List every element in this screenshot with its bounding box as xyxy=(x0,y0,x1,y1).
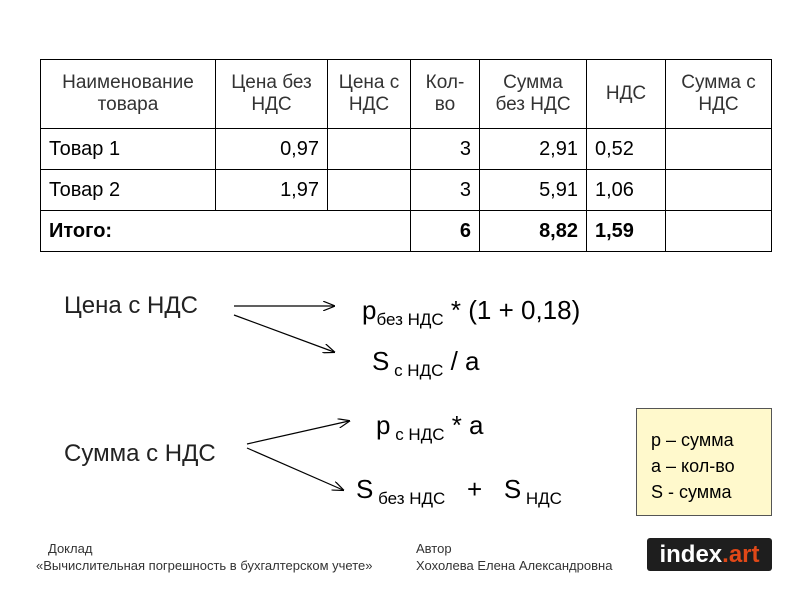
formula-sub: без НДС xyxy=(376,310,444,329)
cell-vat: 0,52 xyxy=(587,129,666,170)
formula-base: p xyxy=(362,295,377,325)
header-cell: НДС xyxy=(587,60,666,129)
formula-rest: * a xyxy=(444,410,484,440)
arrow-sum-2 xyxy=(247,448,343,490)
formula-sub: без НДС xyxy=(373,489,446,508)
sum-with-vat-label: Сумма с НДС xyxy=(64,440,216,467)
sum-formula-1 xyxy=(376,410,484,445)
footer-author-name: Хохолева Елена Александровна xyxy=(416,558,613,573)
formula-sub: НДС xyxy=(521,489,562,508)
cell-sum-net: 5,91 xyxy=(480,170,587,211)
header-cell: Сумма без НДС xyxy=(480,60,587,129)
formula-base: p xyxy=(376,410,391,440)
header-cell: Сумма с НДС xyxy=(666,60,772,129)
cell-sum-net: 2,91 xyxy=(480,129,587,170)
formula-rest: * (1 + 0,18) xyxy=(443,295,581,325)
cell-price-net: 1,97 xyxy=(216,170,328,211)
price-formula-1 xyxy=(362,295,580,330)
legend-item: p – сумма xyxy=(651,430,734,450)
cell-price-net: 0,97 xyxy=(216,129,328,170)
header-cell: Наименование товара xyxy=(41,60,216,129)
total-label: Итого: xyxy=(41,211,411,252)
formula-sub: с НДС xyxy=(389,361,444,380)
logo-art: art xyxy=(728,540,760,568)
price-formula-2 xyxy=(372,346,480,381)
formula-base: S xyxy=(356,474,374,504)
total-vat: 1,59 xyxy=(587,211,666,252)
total-qty: 6 xyxy=(411,211,480,252)
formula-plus: + xyxy=(445,474,504,504)
formula-sub: с НДС xyxy=(390,425,445,444)
legend-item: S - сумма xyxy=(651,482,732,502)
header-cell: Кол-во xyxy=(411,60,480,129)
cell-qty: 3 xyxy=(411,170,480,211)
header-cell: Цена с НДС xyxy=(328,60,411,129)
cell-name: Товар 2 xyxy=(41,170,216,211)
formula-rest: / a xyxy=(443,346,480,376)
legend-item: a – кол-во xyxy=(651,456,735,476)
sum-formula-2 xyxy=(356,474,562,509)
formula-base: S xyxy=(503,474,522,504)
cell-vat: 1,06 xyxy=(587,170,666,211)
index-art-logo xyxy=(647,538,772,571)
arrow-sum-1 xyxy=(247,421,349,444)
logo-dot: . xyxy=(722,540,729,568)
price-with-vat-label: Цена с НДС xyxy=(64,292,198,319)
header-cell: Цена без НДС xyxy=(216,60,328,129)
footer-report-title: «Вычислительная погрешность в бухгалтерском учете» xyxy=(36,558,373,573)
footer-author-label: Автор xyxy=(416,541,452,556)
cell-name: Товар 1 xyxy=(41,129,216,170)
cell-qty: 3 xyxy=(411,129,480,170)
formula-base: S xyxy=(372,346,390,376)
logo-index: index xyxy=(659,540,723,568)
legend-box xyxy=(636,408,772,516)
footer-report-label: Доклад xyxy=(48,541,93,556)
arrow-price-2 xyxy=(234,315,334,352)
total-sum-net: 8,82 xyxy=(480,211,587,252)
